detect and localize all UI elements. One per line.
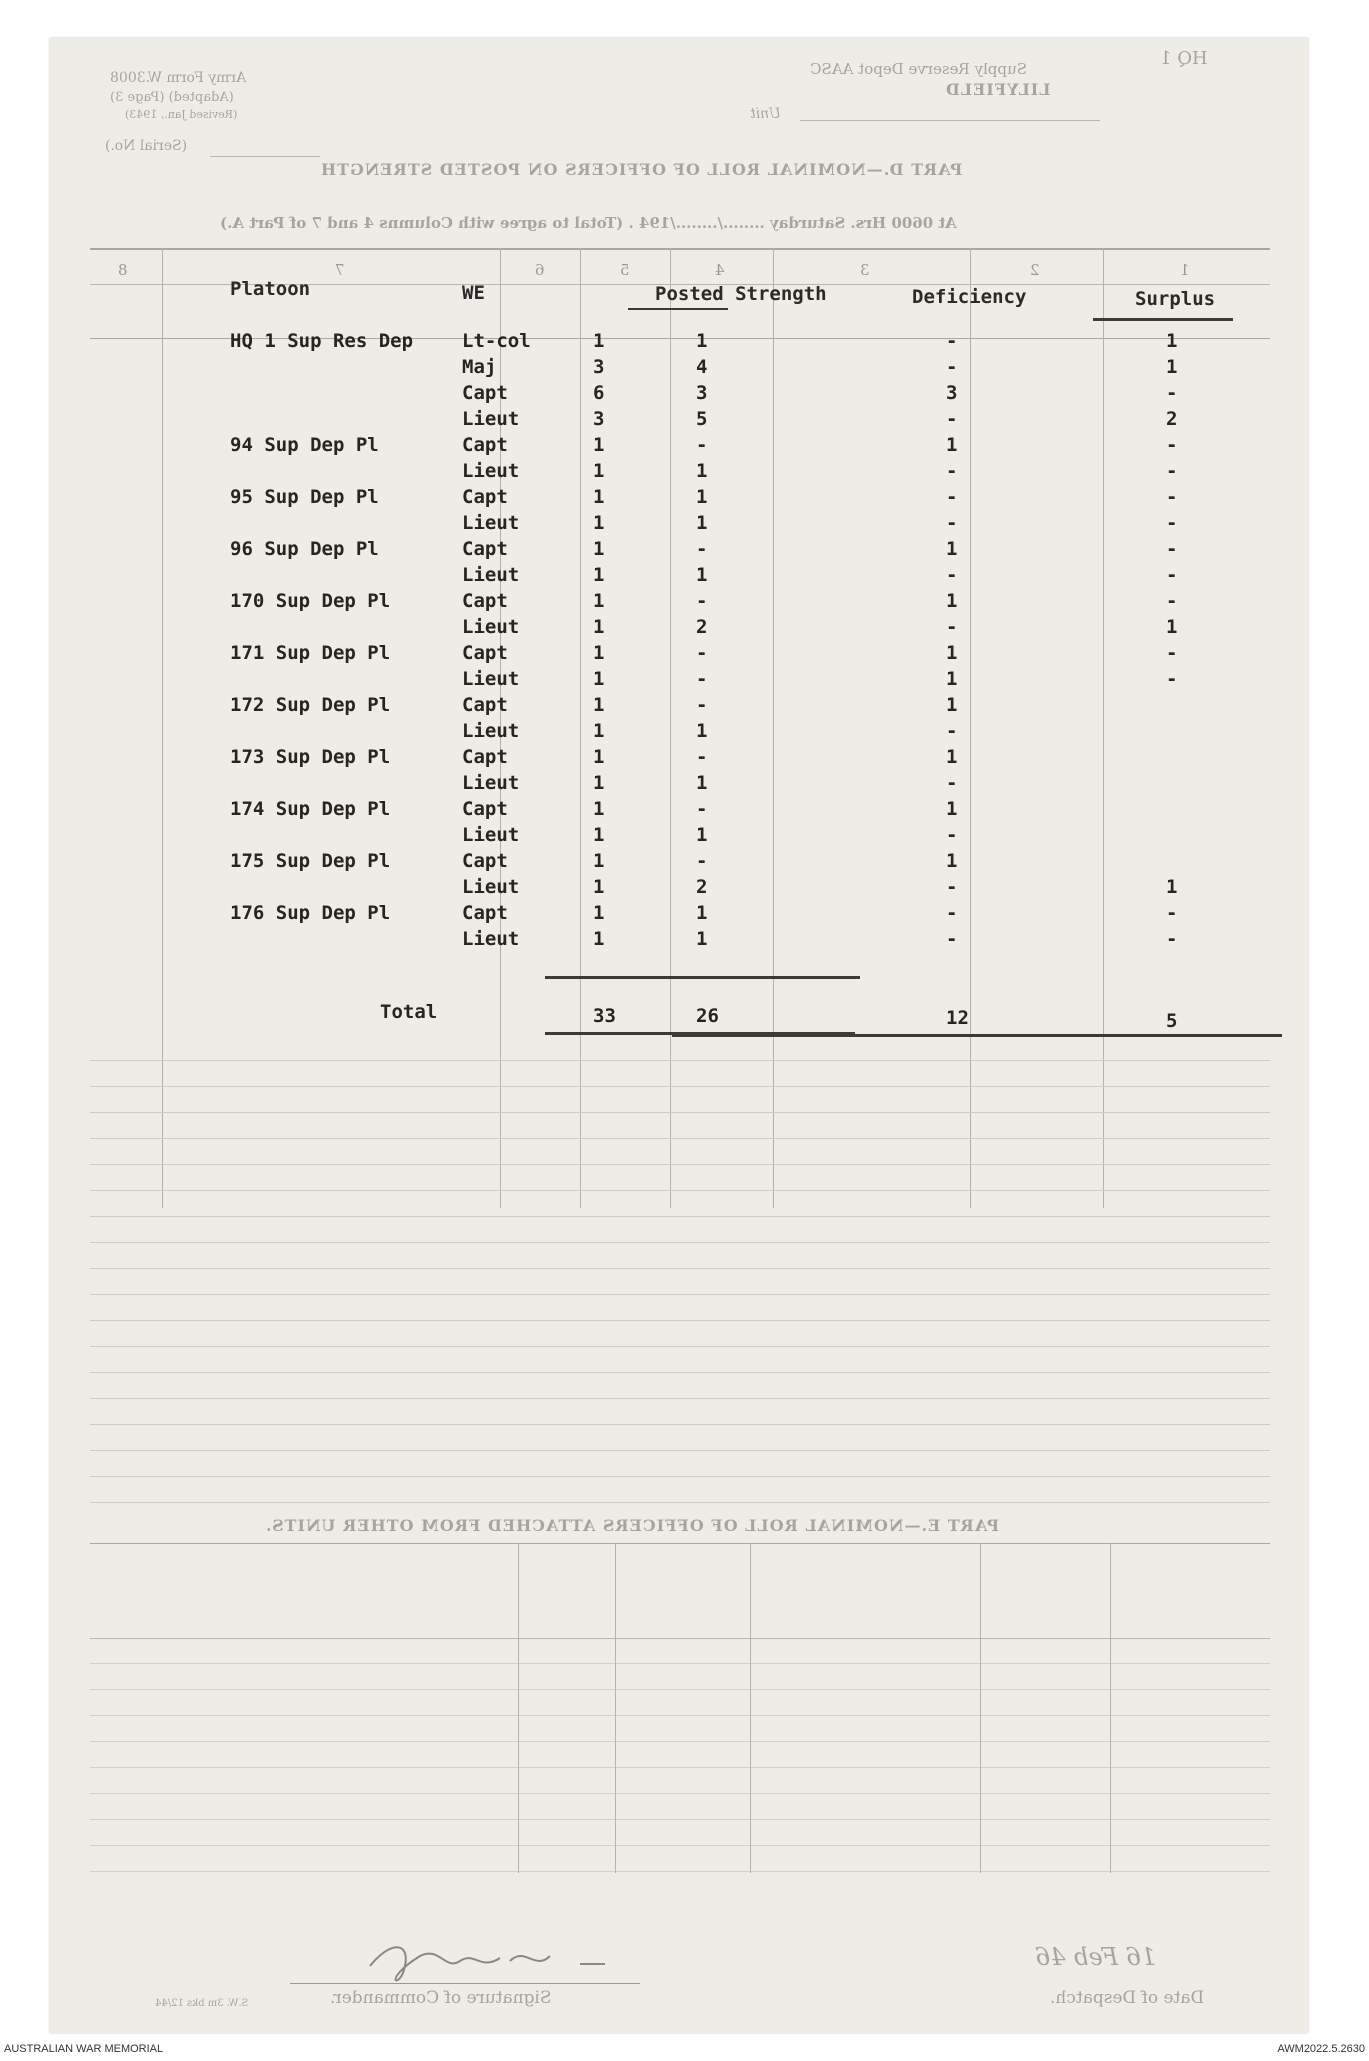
row-platoon: 176 Sup Dep Pl bbox=[230, 902, 391, 924]
row-we: Capt bbox=[462, 590, 508, 612]
header-surplus: Surplus bbox=[1135, 288, 1216, 310]
col-number-8: 8 bbox=[118, 261, 128, 279]
row-deficiency: - bbox=[946, 824, 958, 846]
row-we: Capt bbox=[462, 642, 508, 664]
row-strength: 2 bbox=[696, 876, 708, 898]
row-surplus: 2 bbox=[1166, 408, 1178, 430]
ghost-part-d-title: PART D.—NOMINAL ROLL OF OFFICERS ON POSTED STRENGTH bbox=[320, 160, 963, 179]
ghost-unit-stamp: Supply Reserve Depot AASC bbox=[810, 60, 1027, 78]
row-we: Lt-col bbox=[462, 330, 531, 352]
row-we: Lieut bbox=[462, 616, 520, 638]
row-surplus: 1 bbox=[1166, 330, 1178, 352]
col-number-1: 1 bbox=[1180, 261, 1190, 279]
row-surplus: - bbox=[1166, 512, 1178, 534]
row-deficiency: 1 bbox=[946, 668, 958, 690]
footer-right: AWM2022.5.2630 bbox=[1277, 2043, 1365, 2055]
row-posted: 1 bbox=[593, 902, 605, 924]
ghost-form-adapted: (Adapted) (Page 3) bbox=[110, 90, 234, 105]
row-deficiency: - bbox=[946, 330, 958, 352]
row-posted: 1 bbox=[593, 564, 605, 586]
row-surplus: - bbox=[1166, 902, 1178, 924]
row-surplus: - bbox=[1166, 538, 1178, 560]
row-posted: 1 bbox=[593, 330, 605, 352]
row-platoon: 175 Sup Dep Pl bbox=[230, 850, 391, 872]
row-deficiency: 1 bbox=[946, 590, 958, 612]
row-strength: 1 bbox=[696, 720, 708, 742]
ghost-at-line: At 0600 Hrs. Saturday ......../......../194 . (Total to agree with Columns 4 and 7 of Part A.) bbox=[220, 214, 957, 232]
row-deficiency: - bbox=[946, 408, 958, 430]
row-posted: 1 bbox=[593, 642, 605, 664]
row-platoon: 171 Sup Dep Pl bbox=[230, 642, 391, 664]
row-surplus: - bbox=[1166, 564, 1178, 586]
row-surplus: - bbox=[1166, 382, 1178, 404]
row-we: Capt bbox=[462, 538, 508, 560]
row-platoon: 170 Sup Dep Pl bbox=[230, 590, 391, 612]
ghost-form-revised: (Revised Jan., 1943) bbox=[125, 108, 238, 121]
row-strength: 4 bbox=[696, 356, 708, 378]
row-strength: - bbox=[696, 850, 708, 872]
header-platoon: Platoon bbox=[230, 278, 311, 300]
row-platoon: 96 Sup Dep Pl bbox=[230, 538, 379, 560]
row-surplus: 1 bbox=[1166, 616, 1178, 638]
row-posted: 3 bbox=[593, 356, 605, 378]
row-deficiency: - bbox=[946, 876, 958, 898]
row-posted: 1 bbox=[593, 694, 605, 716]
row-we: Lieut bbox=[462, 408, 520, 430]
row-we: Lieut bbox=[462, 928, 520, 950]
row-surplus: - bbox=[1166, 642, 1178, 664]
row-strength: 1 bbox=[696, 330, 708, 352]
row-we: Lieut bbox=[462, 772, 520, 794]
ghost-serial: (Serial No.) bbox=[105, 138, 188, 154]
row-posted: 6 bbox=[593, 382, 605, 404]
row-deficiency: 1 bbox=[946, 850, 958, 872]
ghost-signature-label: Signature of Commander. bbox=[330, 1988, 552, 2008]
row-strength: 3 bbox=[696, 382, 708, 404]
row-we: Lieut bbox=[462, 668, 520, 690]
row-we: Maj bbox=[462, 356, 497, 378]
row-deficiency: 1 bbox=[946, 746, 958, 768]
col-number-5: 5 bbox=[620, 261, 630, 279]
row-posted: 1 bbox=[593, 512, 605, 534]
ghost-date-stamp: 16 Feb 46 bbox=[1035, 1943, 1157, 1971]
row-surplus: - bbox=[1166, 928, 1178, 950]
footer-left: AUSTRALIAN WAR MEMORIAL bbox=[4, 2043, 164, 2055]
ghost-unit-label: Unit bbox=[750, 106, 781, 122]
row-strength: - bbox=[696, 798, 708, 820]
row-posted: 1 bbox=[593, 928, 605, 950]
row-posted: 1 bbox=[593, 616, 605, 638]
row-deficiency: - bbox=[946, 720, 958, 742]
row-we: Lieut bbox=[462, 824, 520, 846]
total-deficiency: 12 bbox=[946, 1007, 969, 1029]
row-posted: 1 bbox=[593, 772, 605, 794]
row-deficiency: 1 bbox=[946, 642, 958, 664]
ghost-place: LILYFIELD bbox=[945, 80, 1051, 99]
total-strength: 26 bbox=[696, 1005, 719, 1027]
row-strength: - bbox=[696, 746, 708, 768]
row-deficiency: - bbox=[946, 772, 958, 794]
header-deficiency: Deficiency bbox=[912, 286, 1027, 308]
row-platoon: HQ 1 Sup Res Dep bbox=[230, 330, 414, 352]
form-page bbox=[50, 38, 1308, 2033]
row-posted: 1 bbox=[593, 720, 605, 742]
row-strength: 1 bbox=[696, 512, 708, 534]
row-platoon: 173 Sup Dep Pl bbox=[230, 746, 391, 768]
row-we: Lieut bbox=[462, 876, 520, 898]
row-we: Lieut bbox=[462, 564, 520, 586]
row-surplus: - bbox=[1166, 668, 1178, 690]
row-strength: - bbox=[696, 538, 708, 560]
row-we: Lieut bbox=[462, 460, 520, 482]
ghost-hq: HQ 1 bbox=[1160, 48, 1208, 69]
row-posted: 1 bbox=[593, 668, 605, 690]
row-we: Capt bbox=[462, 798, 508, 820]
total-posted: 33 bbox=[593, 1005, 616, 1027]
row-strength: - bbox=[696, 694, 708, 716]
row-posted: 1 bbox=[593, 824, 605, 846]
row-deficiency: - bbox=[946, 928, 958, 950]
row-deficiency: - bbox=[946, 486, 958, 508]
row-platoon: 172 Sup Dep Pl bbox=[230, 694, 391, 716]
row-deficiency: 1 bbox=[946, 538, 958, 560]
row-deficiency: - bbox=[946, 564, 958, 586]
header-posted-strength: Posted Strength bbox=[655, 283, 827, 305]
row-deficiency: - bbox=[946, 616, 958, 638]
row-posted: 1 bbox=[593, 746, 605, 768]
row-deficiency: - bbox=[946, 460, 958, 482]
row-strength: 1 bbox=[696, 460, 708, 482]
row-posted: 1 bbox=[593, 486, 605, 508]
row-surplus: 1 bbox=[1166, 356, 1178, 378]
col-number-7: 7 bbox=[335, 261, 345, 279]
ghost-printer: S.W. 3m bks 12/44 bbox=[155, 1998, 249, 2009]
row-strength: - bbox=[696, 434, 708, 456]
total-surplus: 5 bbox=[1166, 1010, 1178, 1032]
row-we: Capt bbox=[462, 434, 508, 456]
row-surplus: - bbox=[1166, 434, 1178, 456]
row-strength: - bbox=[696, 590, 708, 612]
commander-signature bbox=[350, 1936, 700, 1986]
row-we: Capt bbox=[462, 486, 508, 508]
ghost-part-e-title: PART E.—NOMINAL ROLL OF OFFICERS ATTACHED FROM OTHER UNITS. bbox=[265, 1516, 1000, 1535]
row-posted: 1 bbox=[593, 460, 605, 482]
col-number-6: 6 bbox=[535, 261, 545, 279]
row-strength: 1 bbox=[696, 772, 708, 794]
row-deficiency: - bbox=[946, 512, 958, 534]
row-deficiency: 1 bbox=[946, 694, 958, 716]
row-we: Capt bbox=[462, 850, 508, 872]
row-we: Capt bbox=[462, 694, 508, 716]
row-surplus: - bbox=[1166, 590, 1178, 612]
row-strength: 5 bbox=[696, 408, 708, 430]
col-number-3: 3 bbox=[860, 261, 870, 279]
ghost-form-title: Army Form W.3008 bbox=[110, 70, 247, 86]
row-we: Lieut bbox=[462, 512, 520, 534]
col-number-2: 2 bbox=[1030, 261, 1040, 279]
row-strength: 1 bbox=[696, 564, 708, 586]
row-deficiency: 1 bbox=[946, 434, 958, 456]
row-strength: 1 bbox=[696, 902, 708, 924]
row-posted: 1 bbox=[593, 876, 605, 898]
row-strength: - bbox=[696, 668, 708, 690]
row-platoon: 94 Sup Dep Pl bbox=[230, 434, 379, 456]
row-strength: 2 bbox=[696, 616, 708, 638]
row-we: Capt bbox=[462, 746, 508, 768]
row-posted: 1 bbox=[593, 434, 605, 456]
row-we: Lieut bbox=[462, 720, 520, 742]
row-platoon: 95 Sup Dep Pl bbox=[230, 486, 379, 508]
row-deficiency: 3 bbox=[946, 382, 958, 404]
row-surplus: 1 bbox=[1166, 876, 1178, 898]
row-posted: 1 bbox=[593, 590, 605, 612]
ghost-date-label: Date of Despatch. bbox=[1050, 1988, 1205, 2008]
row-posted: 1 bbox=[593, 798, 605, 820]
total-label: Total bbox=[380, 1001, 438, 1023]
row-we: Capt bbox=[462, 382, 508, 404]
row-posted: 1 bbox=[593, 538, 605, 560]
row-strength: - bbox=[696, 642, 708, 664]
row-strength: 1 bbox=[696, 928, 708, 950]
row-deficiency: - bbox=[946, 902, 958, 924]
row-we: Capt bbox=[462, 902, 508, 924]
col-number-4: 4 bbox=[715, 261, 725, 279]
row-surplus: - bbox=[1166, 460, 1178, 482]
row-posted: 3 bbox=[593, 408, 605, 430]
row-strength: 1 bbox=[696, 486, 708, 508]
row-deficiency: 1 bbox=[946, 798, 958, 820]
header-we: WE bbox=[462, 282, 485, 304]
row-posted: 1 bbox=[593, 850, 605, 872]
row-deficiency: - bbox=[946, 356, 958, 378]
row-surplus: - bbox=[1166, 486, 1178, 508]
row-platoon: 174 Sup Dep Pl bbox=[230, 798, 391, 820]
row-strength: 1 bbox=[696, 824, 708, 846]
